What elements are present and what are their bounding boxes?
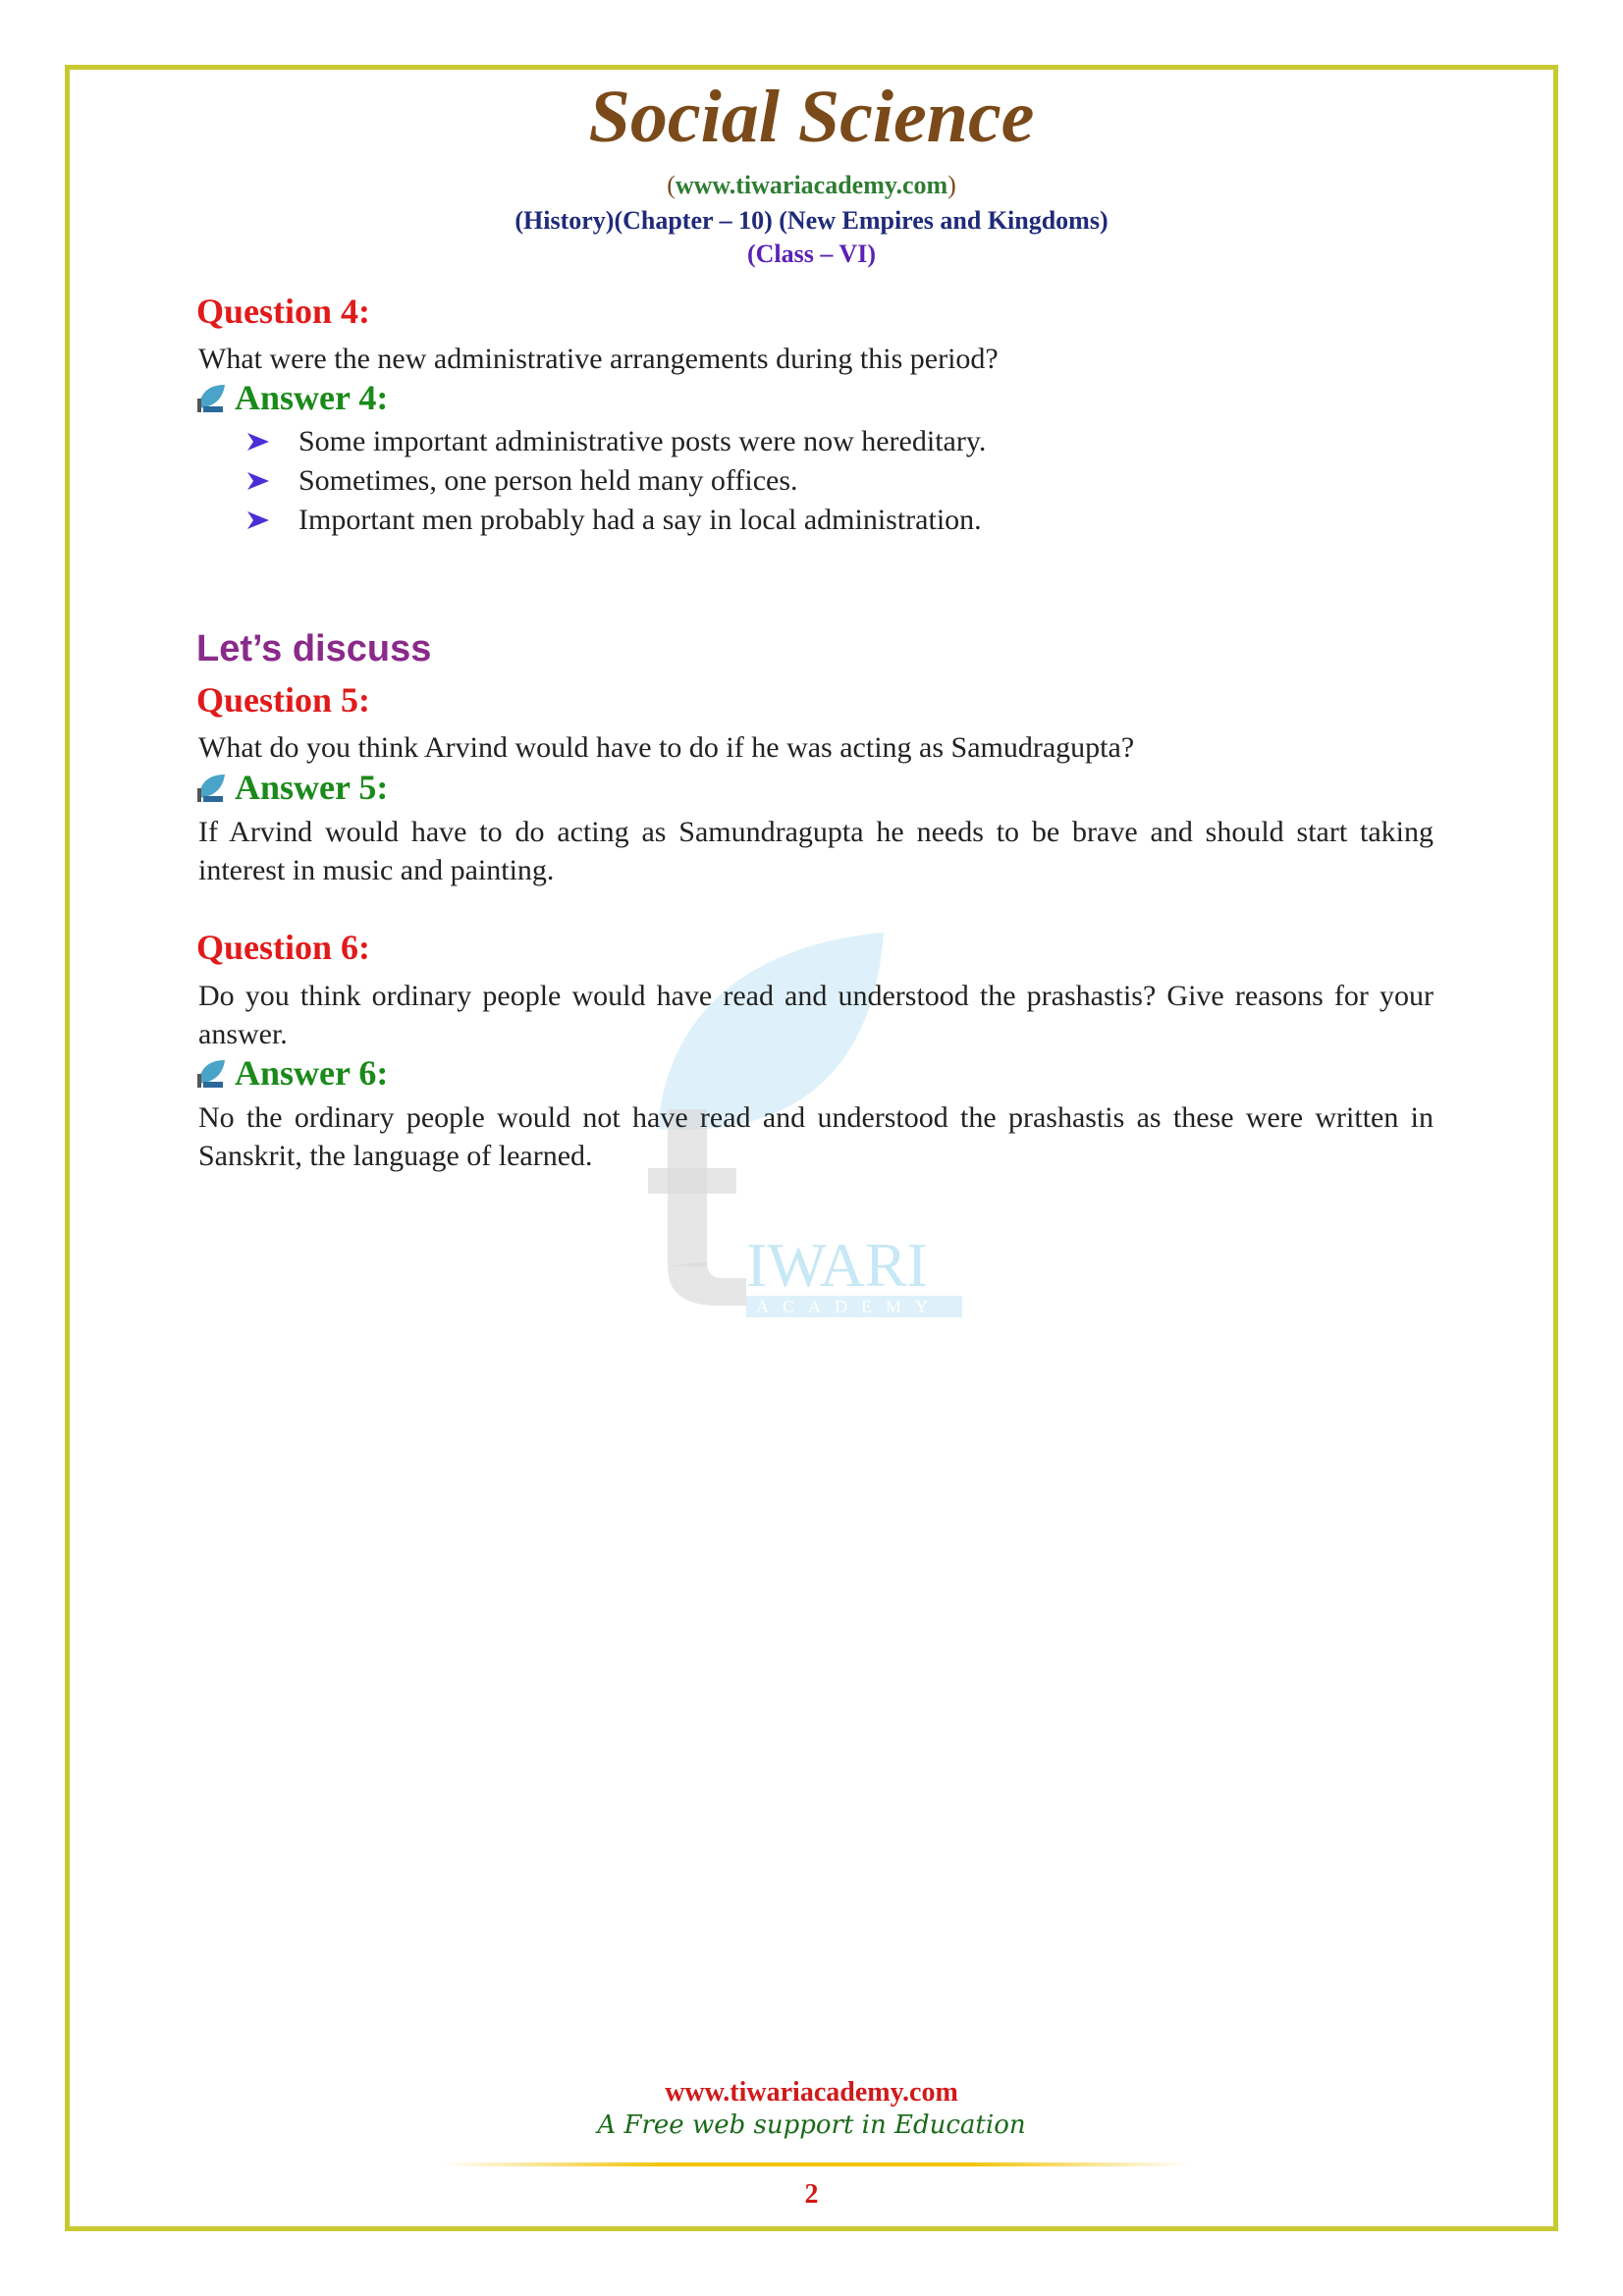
tiwari-leaf-icon bbox=[193, 1056, 227, 1090]
watermark-text-iwari: IWARI bbox=[746, 1230, 928, 1300]
list-item bbox=[245, 461, 986, 501]
answer-4-point-2: Sometimes, one person held many offices. bbox=[298, 464, 798, 497]
arrow-bullet-icon bbox=[245, 431, 271, 453]
website-open-paren: ( bbox=[667, 171, 676, 199]
question-5-heading: Question 5: bbox=[196, 680, 371, 720]
website-link[interactable]: www.tiwariacademy.com bbox=[675, 171, 948, 199]
answer-6-text: No the ordinary people would not have read and understood the prashastis as these were written in Sanskrit, the language of learned. bbox=[198, 1101, 1434, 1172]
footer-website-link[interactable]: www.tiwariacademy.com bbox=[665, 2077, 958, 2108]
answer-4-point-3: Important men probably had a say in local administration. bbox=[298, 504, 982, 536]
list-item bbox=[245, 422, 986, 461]
tiwari-leaf-icon bbox=[193, 771, 227, 804]
question-6-text: Do you think ordinary people would have read and understood the prashastis? Give reasons for your answer. bbox=[198, 980, 1434, 1050]
footer-tagline: A Free web support in Education bbox=[597, 2110, 1026, 2140]
answer-5-label: Answer 5: bbox=[235, 768, 389, 807]
website-close-paren: ) bbox=[947, 171, 956, 199]
question-4-text: What were the new administrative arrangements during this period? bbox=[198, 343, 999, 375]
question-4-heading: Question 4: bbox=[196, 292, 371, 331]
arrow-bullet-icon bbox=[245, 509, 271, 531]
header-website bbox=[0, 171, 1623, 200]
list-item bbox=[245, 501, 986, 540]
arrow-bullet-icon bbox=[245, 470, 271, 492]
answer-5-heading bbox=[193, 767, 388, 808]
question-6-heading: Question 6: bbox=[196, 928, 371, 967]
answer-5-text: If Arvind would have to do acting as Samundragupta he needs to be brave and should start taking interest in music and painting. bbox=[198, 816, 1434, 886]
answer-4-label: Answer 4: bbox=[235, 378, 389, 417]
question-5-text: What do you think Arvind would have to do if he was acting as Samudragupta? bbox=[198, 731, 1135, 764]
answer-4-heading bbox=[193, 377, 388, 418]
class-subtitle: (Class – VI) bbox=[747, 240, 876, 268]
answer-4-point-1: Some important administrative posts were now hereditary. bbox=[298, 425, 987, 457]
section-heading: Let’s discuss bbox=[196, 628, 432, 669]
tiwari-leaf-icon bbox=[193, 381, 227, 414]
answer-6-heading bbox=[193, 1052, 388, 1094]
watermark-text-academy: ACADEMY bbox=[756, 1297, 943, 1316]
footer-divider bbox=[442, 2163, 1188, 2166]
answer-4-list bbox=[245, 422, 986, 540]
chapter-subtitle: (History)(Chapter – 10) (New Empires and Kingdoms) bbox=[514, 206, 1109, 235]
page-title: Social Science bbox=[588, 76, 1035, 158]
page-number: 2 bbox=[804, 2179, 819, 2210]
answer-6-label: Answer 6: bbox=[235, 1053, 389, 1093]
